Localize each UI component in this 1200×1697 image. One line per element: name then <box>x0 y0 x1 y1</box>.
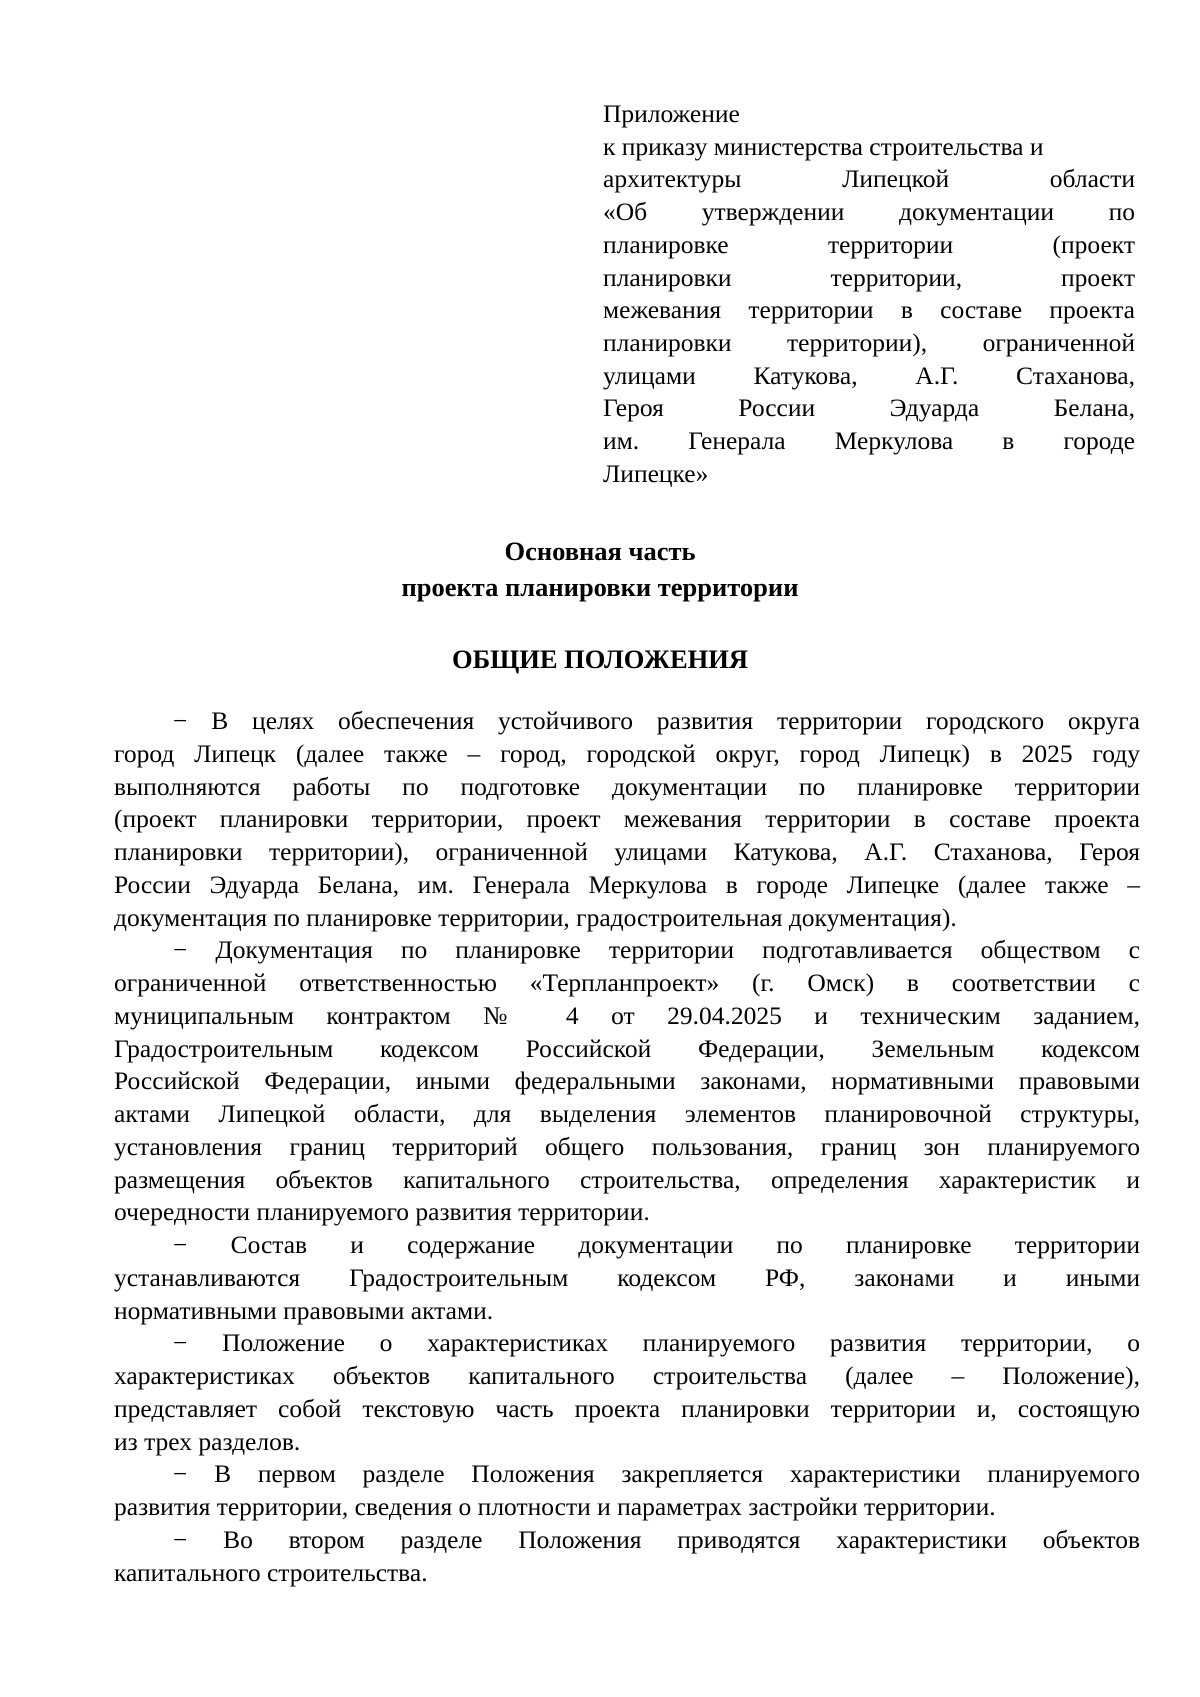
appendix-block <box>603 98 1135 490</box>
appendix-line: «Об утверждении документации по <box>603 197 1135 227</box>
paragraph-line: документация по планировке территории, градостроительная документация). <box>114 902 957 932</box>
appendix-line: Липецке» <box>603 458 709 488</box>
appendix-line: планировки территории, проект <box>603 262 1135 292</box>
section-heading-text: ОБЩИЕ ПОЛОЖЕНИЯ <box>452 644 748 674</box>
paragraph-line: муниципальным контрактом № 4 от 29.04.2025 и техническим заданием, <box>114 1000 1140 1030</box>
paragraph-line: − Состав и содержание документации по планировке территории <box>173 1230 1140 1259</box>
appendix-line: к приказу министерства строительства и <box>603 131 1044 161</box>
paragraph-line: характеристиках объектов капитального строительства (далее – Положение), <box>114 1361 1140 1390</box>
appendix-line: Героя России Эдуарда Белана, <box>603 393 1135 423</box>
paragraph-line: размещения объектов капитального строительства, определения характеристик и <box>114 1164 1140 1194</box>
paragraph-line: представляет собой текстовую часть проекта планировки территории и, состоящую <box>114 1393 1140 1423</box>
paragraph-line: − В целях обеспечения устойчивого развития территории городского округа <box>173 706 1140 735</box>
paragraph <box>114 1327 1140 1458</box>
document-title <box>100 533 1100 605</box>
paragraph-line: город Липецк (далее также – город, городской округ, город Липецк) в 2025 году <box>114 738 1140 768</box>
paragraph-line: очередности планируемого развития территории. <box>114 1197 650 1227</box>
paragraph-line: России Эдуарда Белана, им. Генерала Меркулова в городе Липецке (далее также – <box>114 869 1140 899</box>
appendix-line: архитектуры Липецкой области <box>603 164 1135 194</box>
body-text <box>114 705 1140 1589</box>
paragraph <box>114 705 1140 934</box>
paragraph-line: выполняются работы по подготовке документации по планировке территории <box>114 771 1140 801</box>
paragraph-line: − Документация по планировке территории подготавливается обществом с <box>173 935 1140 965</box>
paragraph-line: развития территории, сведения о плотности и параметрах застройки территории. <box>114 1492 996 1521</box>
appendix-line: им. Генерала Меркулова в городе <box>603 426 1135 456</box>
appendix-line: планировке территории (проект <box>603 229 1135 259</box>
title-line: проекта планировки территории <box>401 572 799 602</box>
paragraph-line: − Положение о характеристиках планируемого развития территории, о <box>173 1328 1140 1358</box>
paragraph-line: − В первом разделе Положения закрепляется характеристики планируемого <box>173 1459 1140 1489</box>
paragraph-line: установления границ территорий общего пользования, границ зон планируемого <box>114 1131 1140 1161</box>
title-line: Основная часть <box>504 536 696 566</box>
paragraph <box>114 1458 1140 1524</box>
paragraph <box>114 1229 1140 1327</box>
paragraph-line: планировки территории), ограниченной улицами Катукова, А.Г. Стаханова, Героя <box>114 837 1140 866</box>
paragraph-line: из трех разделов. <box>114 1426 301 1456</box>
appendix-line: Приложение <box>603 99 740 128</box>
paragraph-line: Российской Федерации, иными федеральными законами, нормативными правовыми <box>114 1066 1140 1096</box>
paragraph-line: − Во втором разделе Положения приводятся характеристики объектов <box>173 1524 1140 1554</box>
paragraph <box>114 1524 1140 1590</box>
paragraph <box>114 934 1140 1229</box>
appendix-line: планировки территории), ограниченной <box>603 327 1135 357</box>
paragraph-line: ограниченной ответственностью «Терпланпроект» (г. Омск) в соответствии с <box>114 968 1140 997</box>
paragraph-line: Градостроительным кодексом Российской Федерации, Земельным кодексом <box>114 1033 1140 1063</box>
paragraph-line: нормативными правовыми актами. <box>114 1295 494 1325</box>
paragraph-line: устанавливаются Градостроительным кодексом РФ, законами и иными <box>114 1262 1140 1292</box>
section-heading <box>100 641 1100 677</box>
paragraph-line: актами Липецкой области, для выделения элементов планировочной структуры, <box>114 1099 1140 1128</box>
appendix-line: межевания территории в составе проекта <box>603 295 1135 325</box>
paragraph-line: (проект планировки территории, проект межевания территории в составе проекта <box>114 804 1140 834</box>
appendix-line: улицами Катукова, А.Г. Стаханова, <box>603 360 1135 390</box>
paragraph-line: капитального строительства. <box>114 1557 428 1587</box>
